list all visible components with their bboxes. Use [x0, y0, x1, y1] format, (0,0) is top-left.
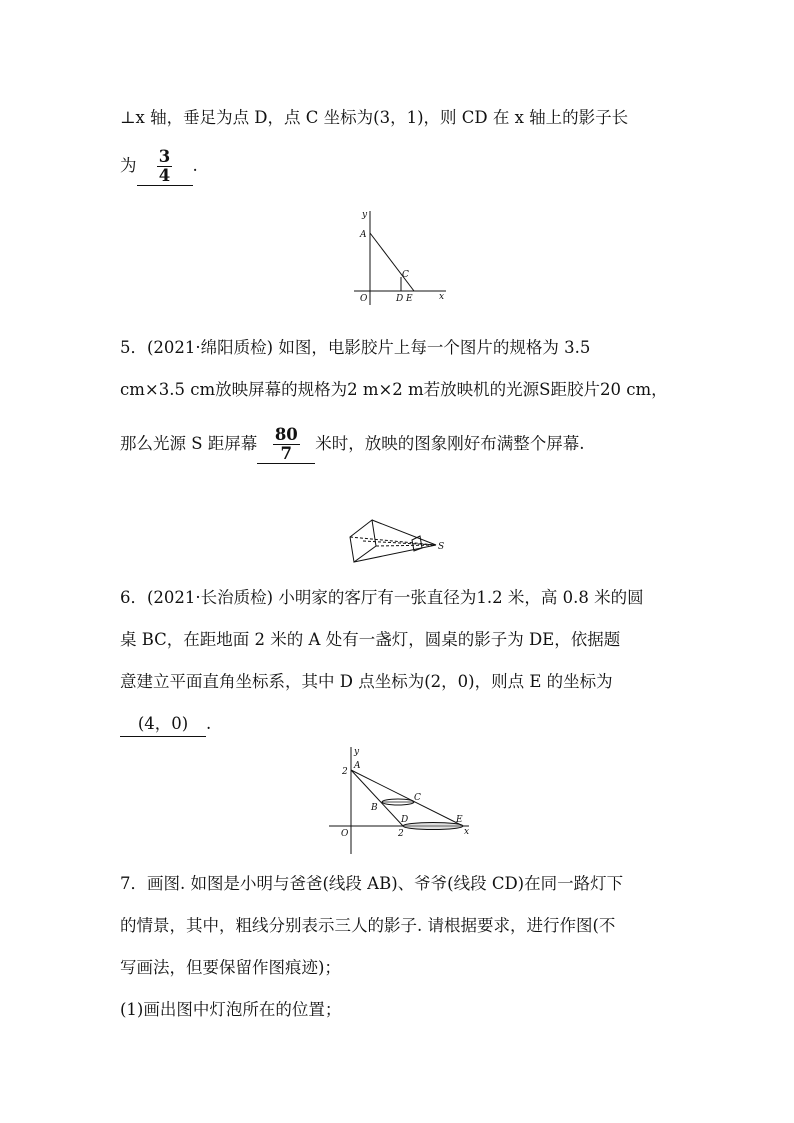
q5-suffix: 米时，放映的图象刚好布满整个屏幕.	[315, 434, 585, 453]
fig1-label-o: O	[360, 294, 368, 304]
fig3-label-e: E	[456, 815, 463, 825]
q7-line1: 7．画图. 如图是小明与爸爸(线段 AB)、爷爷(线段 CD)在同一路灯下	[120, 874, 624, 893]
fig1-label-c: C	[402, 270, 409, 280]
q4-answer-denominator: 4	[158, 166, 171, 185]
q4-line1: ⊥x 轴，垂足为点 D，点 C 坐标为(3，1)，则 CD 在 x 轴上的影子长	[120, 108, 629, 127]
q6-answer-line	[120, 712, 211, 737]
q6-answer-blank: (4，0)	[120, 712, 206, 737]
fig3-label-c: C	[414, 793, 421, 803]
fig3-shadow-de	[403, 823, 463, 830]
q4-prefix: 为	[120, 156, 137, 175]
q5-line1: 5．(2021·绵阳质检) 如图，电影胶片上每一个图片的规格为 3.5	[120, 338, 591, 357]
fig3-label-o: O	[341, 829, 349, 839]
q5-answer-denominator: 7	[280, 444, 293, 463]
fig1-label-y: y	[362, 210, 368, 220]
fig2-edge-1	[372, 520, 436, 545]
q5-answer-line	[120, 426, 585, 464]
q4-suffix: .	[192, 156, 198, 175]
fig3-label-a: A	[354, 761, 361, 771]
figure-2-projector-pyramid	[340, 512, 460, 567]
q6-line1: 6．(2021·长治质检) 小明家的客厅有一张直径为1.2 米，高 0.8 米的圆	[120, 588, 644, 607]
fig3-line-ad	[351, 770, 403, 826]
q4-answer-blank	[137, 148, 193, 186]
q6-suffix: .	[206, 714, 212, 733]
fig2-label-s: S	[438, 542, 445, 552]
fig3-label-b: B	[371, 803, 378, 813]
figure-3-table-shadow	[325, 744, 475, 856]
fig1-label-a: A	[360, 230, 367, 240]
fig1-label-d: D	[396, 294, 404, 304]
q7-line2: 的情景，其中，粗线分别表示三人的影子. 请根据要求，进行作图(不	[120, 916, 616, 935]
figure-1-coordinate-triangle	[340, 205, 460, 310]
q4-answer-line	[120, 148, 198, 186]
fig2-edge-4	[376, 545, 436, 546]
fig2-center-dashed	[363, 541, 436, 545]
fig1-label-e: E	[406, 294, 413, 304]
q7-line3: 写画法，但要保留作图痕迹)；	[120, 958, 341, 977]
q6-line3: 意建立平面直角坐标系，其中 D 点坐标为(2，0)，则点 E 的坐标为	[120, 672, 613, 691]
q5-answer-numerator: 80	[274, 425, 298, 444]
q5-answer-fraction	[273, 426, 300, 463]
q4-answer-numerator: 3	[158, 147, 171, 166]
q6-line2: 桌 BC，在距地面 2 米的 A 处有一盏灯，圆桌的影子为 DE，依据题	[120, 630, 621, 649]
fig3-label-2-x: 2	[398, 829, 404, 839]
q4-answer-fraction	[157, 148, 172, 185]
q5-prefix: 那么光源 S 距屏幕	[120, 434, 258, 453]
q7-line4: (1)画出图中灯泡所在的位置；	[120, 1000, 342, 1019]
fig1-line-ae	[370, 233, 414, 291]
fig1-label-x: x	[439, 292, 445, 302]
q5-answer-blank	[257, 426, 315, 464]
fig3-label-d: D	[401, 815, 409, 825]
fig3-label-y: y	[354, 747, 360, 757]
fig3-label-2-y: 2	[342, 767, 348, 777]
fig3-label-x: x	[464, 827, 470, 837]
q5-line2: cm×3.5 cm放映屏幕的规格为2 m×2 m若放映机的光源S距胶片20 cm，	[120, 380, 668, 399]
